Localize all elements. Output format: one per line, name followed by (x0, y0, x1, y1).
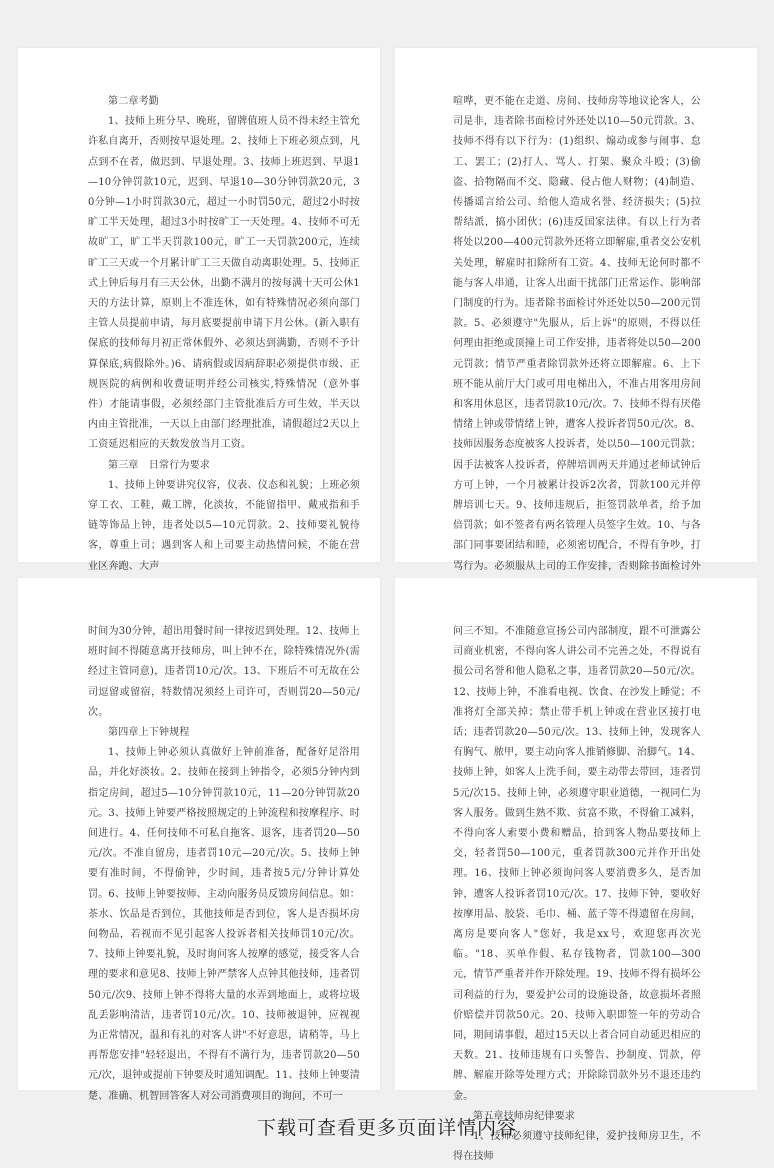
section-heading: 第四章上下钟规程 (108, 727, 190, 739)
document-page-4 (395, 578, 757, 1163)
body-paragraph: 喧哗，更不能在走道、房间、技师房等地议论客人，公司是非，违者除书面检讨外还处以10—50元罚款。3、技师不得有以下行为：(1)组织、煽动或参与闹事、怠工、罢工；(2)打人、骂人、打架、聚众斗殴；(3)偷盗、拾物隔而不交、隐藏、侵占他人财物；(4)制造、传播谣言给公司、给他人造成名誉、经济损失；(5)拉帮结派，搞小团伙；(6)违反国家法律。有以上行为者将处以200—400元罚款外还将立即解雇,重者交公安机关处理，解雇时扣除所有工资。4、技师无论何时都不能与客人串通，让客人出面干扰部门正常运作、影响部门制度的行为。违者除书面检讨外还处以50—200元罚款。5、必须遵守"先服从，后上诉"的原则，不得以任何理由拒绝或顶撞上司工作安排，违者将处以50—200元罚款；情节严重者除罚款外还将立即解雇。6、上下班不能从前厅大门或可用电梯出入，不准占用客用房间和客用休息区，违者罚款10元/次。7、技师不得有厌倦情绪上钟或带情绪上钟，遭客人投诉者罚50元/次。8、技师因服务态度被客人投诉者，处以50—100元罚款；因手法被客人投诉者，停牌培训两天并通过老师试钟后方可上钟，一个月被累计投诉2次者，罚款100元并停牌培训七天。9、技师违规后，拒签罚款单者，给予加倍罚款；如不签者有两名管理人员签字生效。10、与各部门同事要团结和睦，必须密切配合，不得有争吵，打骂行为。必须服从上司的工作安排，否则除书面检讨外 (453, 96, 701, 572)
section-heading: 第五章技师房纪律要求 (473, 1110, 575, 1122)
download-more-notice[interactable]: 下载可查看更多页面详情内容 (256, 1117, 517, 1139)
section-heading: 第三章 日常行为要求 (108, 459, 210, 471)
document-page-1 (18, 48, 380, 572)
document-page-2 (395, 48, 757, 572)
body-paragraph: 1、技师必须遵守技师纪律，爱护技师房卫生，不得在技师 (453, 1131, 701, 1163)
body-paragraph: 问三不知。不准随意宣扬公司内部制度，跟不可泄露公司商业机密，不得向客人讲公司不完善之处，不得说有损公司名誉和他人隐私之事，违者罚款20—50元/次。12、技师上钟，不准看电视、饮食、在沙发上睡觉；不准将灯全部关掉；禁止带手机上钟或在营业区接打电话；违者罚款20—50元/次。13、技师上钟，发现客人有胸气、脓甲，要主动向客人推销修脚、治脚气。14、技师上钟，如客人上洗手间，要主动带去带回，违者罚5元/次15、技师上钟，必须遵守职业道德，一视同仁为客人服务。做到生熟不欺、贫富不欺，不得偷工减料，不得向客人索要小费和赠品，拾到客人物品要技师上交，轻者罚50—100元，重者罚款300元并作开出处理。16、技师上钟必须询问客人要消费多久，是否加钟，遭客人投诉者罚10元/次。17、技师下钟，要收好按摩用品、胶袋、毛巾、桶、蓝子等不得遗留在房间，离房是要向客人"您好，我是xx号，欢迎您再次光临。"18、买单作假、私存钱物者，罚款100—300元，情节严重者并作开除处理。19、技师不得有损坏公司利益的行为，要爱护公司的设施设备，故意损坏者照价赔偿并罚款50元。20、技师入职即签一年的劳动合同，期间请事假，超过15天以上者合同自动延迟相应的天数。21、技师违规有口头警告、抄制度、罚款，停牌、解雇开除等处理方式；开除除罚款外另不退还违约金。 (453, 626, 701, 1102)
body-paragraph: 1、技师上班分早、晚班，留牌值班人员不得未经主管允许私自离开，否则按早退处理。2、技师上下班必须点到，凡点到不在者，做迟到、早退处理。3、技师上班迟到、早退1—10分钟罚款10元，迟到、早退10—30分钟罚款20元，30分钟—1小时罚款30元，超过一小时罚50元，超过2小时按旷工半天处理，超过3小时按旷工一天处理。4、技师不可无故旷工，旷工半天罚款100元，旷工一天罚款200元，连续旷工三天或一个月累计旷工三天做自动离职处理。5、技师正式上钟后每月有三天公休，出勤不满月的按每满十天可公休1天的方法计算，原则上不准连休，如有特殊情况必须向部门主管人员提前申请，每月底要提前申请下月公休。(新入职有保底的技师每月初正常休假外、必须达到满勤，否则不予计算保底,病假除外。)6、请病假或因病辞职必须提供市级、正规医院的病例和收费证明并经公司核实,特殊情况（意外事件）才能请事假，必须经部门主管批准后方可生效，半天以内由主管批准，一天以上由部门经理批准，请假超过2天以上工资延迟相应的天数发放当月工资。 (88, 116, 360, 451)
section-heading: 第二章考勤 (108, 96, 159, 107)
body-paragraph: 1、技师上钟要讲究仪容，仪表、仪态和礼貌；上班必须穿工衣、工鞋，戴工牌，化淡妆，不能留指甲、戴戒指和手链等饰品上钟，违者处以5—10元罚款。2、技师要礼貌待客，尊重上司；遇到客人和上司要主动热情问候，不能在营业区奔跑、大声 (88, 479, 360, 572)
document-page-3 (18, 578, 380, 1102)
body-paragraph: 时间为30分钟，超出用餐时间一律按迟到处理。12、技师上班时间不得随意离开技师房，叫上钟不在，除特殊情况外(需经过主管同意)，违者罚10元/次。13、下班后不可无故在公司逗留或留宿，特数情况须经上司许可，否则罚20—50元/次。 (88, 626, 360, 718)
body-paragraph: 1、技师上钟必须认真做好上钟前准备，配备好足浴用品，并化好淡妆。2、技师在接到上钟指令，必须5分钟内到指定房间，超过5—10分钟罚款10元，11—20分钟罚款20元。3、技师上钟要严格按照规定的上钟流程和按摩程序、时间进行。4、任何技师不可私自拖客、退客，违者罚20—50元/次。不准自留房，违者罚10元—20元/次。5、技师上钟要有准时间，不得偷钟，少时间，违者按5元/分钟计算处罚。6、技师上钟要按师、主动向服务员反馈房间信息。如：茶水、饮品是否到位，其他技师是否到位，客人是否损坏房间物品，若视而不见引起客人投诉者相关技师罚10元/次。7、技师上钟要礼貌，及时询问客人按摩的感觉，接受客人合理的要求和意见8、技师上钟严禁客人点钟其他技师，违者罚50元/次9、技师上钟不得将大量的水弄到地面上，或将垃圾乱丢影响清洁，违者罚10元/次。10、技师被退钟，应视视为正常情况，温和有礼的对客人讲"不好意思，请稍等，马上再帮您安排"轻轻退出，不得有不满行为，违者罚款20—50元/次，退钟或提前下钟要及时通知调配。11、技师上钟要清楚、准确、机智回答客人对公司消费项目的询问，不可一 (88, 747, 360, 1102)
